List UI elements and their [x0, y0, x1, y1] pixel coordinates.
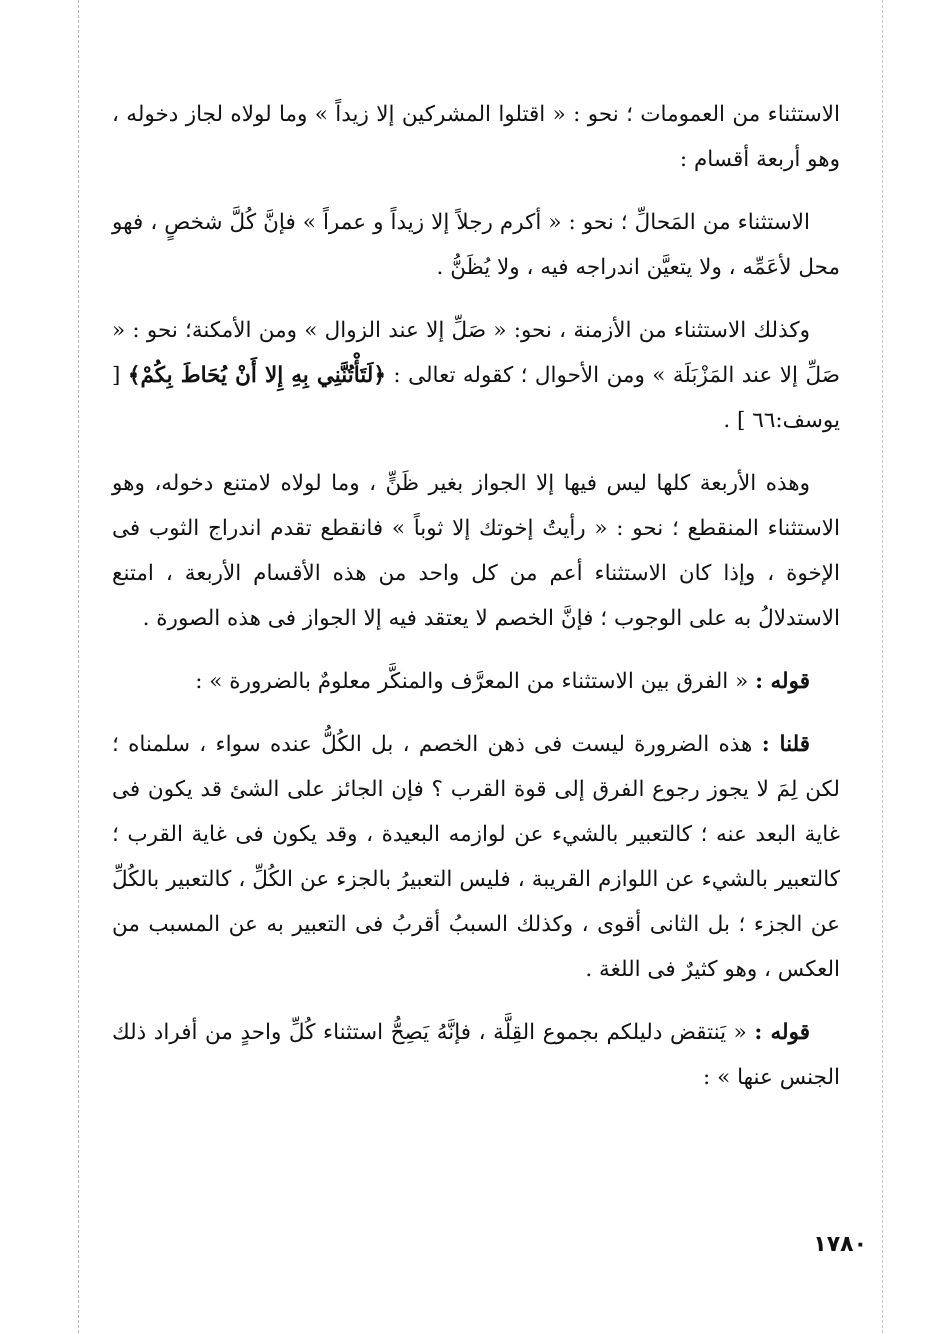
paragraph-6 [112, 722, 840, 992]
paragraph-1 [112, 92, 840, 182]
page-number: ١٧٨٠ [813, 1232, 867, 1257]
paragraph-lead: قلنا : [761, 732, 810, 757]
page-body [112, 92, 840, 1118]
paragraph-lead: قوله : [754, 1020, 810, 1045]
paragraph-text: هذه الضرورة ليست فى ذهن الخصم ، بل الكُلُّ عنده سواء ، سلمناه ؛ لكن لِمَ لا يجوز رجوع الفرق إلى قوة القرب ؟ فإن الجائز على الشئ قد يكون فى غاية البعد عنه ؛ كالتعبير بالشيء عن لوازمه البعيدة ، وقد يكون فى غاية القرب ؛ كالتعبير بالشيء عن اللوازم القريبة ، فليس التعبيرُ بالجزء عن الكُلِّ ، كالتعبير بالكُلِّ عن الجزء ؛ بل الثانى أقوى ، وكذلك السببُ أقربُ فى التعبير به عن المسبب من العكس ، وهو كثيرٌ فى اللغة . [112, 732, 840, 982]
scan-margin-line-left [78, 0, 79, 1333]
paragraph-text: وهذه الأربعة كلها ليس فيها إلا الجواز بغير ظَنٍّ ، وما لولاه لامتنع دخوله، وهو الاستثناء المنقطع ؛ نحو : « رأيتُ إخوتك إلا ثوباً » فانقطع تقدم اندراج الثوب فى الإخوة ، وإذا كان الاستثناء أعم من كل واحد من هذه الأقسام الأربعة ، امتنع الاستدلالُ به على الوجوب ؛ فإنَّ الخصم لا يعتقد فيه إلا الجواز فى هذه الصورة . [112, 471, 840, 631]
paragraph-2 [112, 200, 840, 290]
paragraph-text: وكذلك الاستثناء من الأزمنة ، نحو: « صَلِّ إلا عند الزوال » ومن الأمكنة؛ نحو : « صَلِّ إلا عند المَزْبَلَة » ومن الأحوال ؛ كقوله تعالى : [112, 318, 841, 388]
scan-margin-line-right [882, 0, 883, 1333]
paragraph-5 [112, 659, 840, 704]
paragraph-3 [112, 308, 840, 443]
paragraph-text: الاستثناء من العمومات ؛ نحو : « اقتلوا المشركين إلا زيداً » وما لولاه لجاز دخوله ، وهو أربعة أقسام : [112, 102, 840, 172]
paragraph-text: « الفرق بين الاستثناء من المعرَّف والمنكَّر معلومٌ بالضرورة » : [195, 669, 749, 694]
paragraph-lead: قوله : [755, 669, 810, 694]
paragraph-text: الاستثناء من المَحالِّ ؛ نحو : « أكرم رجلاً إلا زيداً و عمراً » فإنَّ كُلَّ شخصٍ ، فهو محل لأعَمِّه ، ولا يتعيَّن اندراجه فيه ، ولا يُظَنُّ . [112, 210, 840, 280]
paragraph-text: « يَنتقض دليلكم بجموع القِلَّة ، فإنَّهُ يَصِحُّ استثناء كُلِّ واحدٍ من أفراد ذلك الجنس عنها » : [112, 1020, 840, 1090]
quran-verse: ﴿لَتَأْتُنَّنِي بِهِ إِلا أَنْ يُحَاطَ بِكُمْ﴾ [127, 363, 386, 388]
verse-citation: [ يوسف:٦٦ ] . [112, 363, 840, 433]
paragraph-7 [112, 1010, 840, 1100]
paragraph-4 [112, 461, 840, 641]
